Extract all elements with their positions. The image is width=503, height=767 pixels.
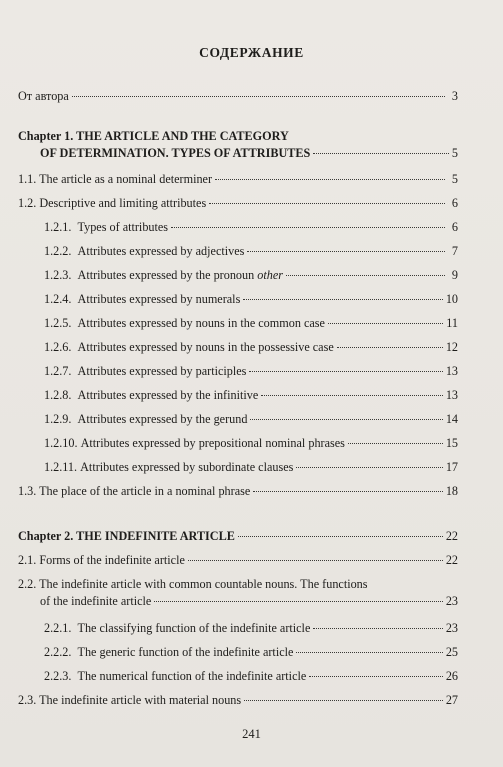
toc-subentry-number: 1.2.1.	[44, 220, 72, 234]
page-title: СОДЕРЖАНИЕ	[199, 45, 304, 60]
toc-page-number: 26	[445, 669, 458, 683]
toc-subentry	[44, 411, 458, 428]
page-number: 241	[242, 727, 261, 741]
toc-subentry	[44, 219, 458, 236]
toc-page-number: 6	[451, 220, 458, 234]
leader-dots	[296, 467, 442, 468]
leader-dots	[238, 536, 443, 537]
toc-entry-1-3	[18, 483, 458, 500]
toc-page-number: 22	[445, 553, 458, 567]
toc-page-number: 17	[445, 460, 458, 474]
toc-page-number: 3	[451, 89, 458, 103]
toc-page-number: 18	[445, 484, 458, 498]
toc-entry-text: 1.3. The place of the article in a nominal phrase	[18, 484, 251, 498]
toc-entry-text: От автора	[18, 89, 69, 103]
toc-subentry	[44, 668, 458, 685]
leader-dots	[296, 652, 442, 653]
toc-page-number: 13	[445, 364, 458, 378]
leader-dots	[247, 251, 445, 252]
leader-dots	[249, 371, 442, 372]
toc-subentry-text: The generic function of the indefinite article	[77, 645, 294, 659]
toc-subentry-number: 1.2.8.	[44, 388, 72, 402]
leader-dots	[188, 560, 443, 561]
leader-dots	[244, 700, 443, 701]
toc-subentry-text: Attributes expressed by numerals	[77, 292, 241, 306]
toc-entry-preface	[18, 88, 458, 105]
toc-subentry-number: 2.2.1.	[44, 621, 72, 635]
leader-dots	[171, 227, 445, 228]
toc-page-number: 9	[451, 268, 458, 282]
leader-dots	[337, 347, 443, 348]
toc-subentry-number: 1.2.7.	[44, 364, 72, 378]
toc-subentry-number: 2.2.2.	[44, 645, 72, 659]
toc-page-number: 25	[445, 645, 458, 659]
leader-dots	[328, 323, 443, 324]
leader-dots	[313, 153, 449, 154]
toc-subentry-number: 1.2.3.	[44, 268, 72, 282]
toc-page-number: 5	[451, 146, 458, 160]
leader-dots	[154, 601, 442, 602]
toc-page-number: 5	[451, 172, 458, 186]
toc-entry-2-1	[18, 552, 458, 569]
toc-subentry	[44, 339, 458, 356]
toc-entry-text-line1: 2.2. The indefinite article with common countable nouns. The functions	[18, 577, 368, 591]
leader-dots	[261, 395, 443, 396]
toc-subentry-number: 1.2.11.	[44, 460, 78, 474]
leader-dots	[286, 275, 445, 276]
toc-subentry	[44, 243, 458, 260]
leader-dots	[309, 676, 443, 677]
leader-dots	[215, 179, 445, 180]
toc-page-number: 11	[446, 316, 458, 330]
chapter-2-title: Chapter 2. THE INDEFINITE ARTICLE	[18, 529, 235, 543]
toc-entry-1-1	[18, 171, 458, 188]
toc-page-number: 14	[445, 412, 458, 426]
toc-chapter-2	[18, 528, 458, 545]
toc-chapter-1	[18, 128, 458, 162]
toc-entry-text: 2.3. The indefinite article with material nouns	[18, 693, 242, 707]
toc-subentry-number: 1.2.10.	[44, 436, 78, 450]
toc-subentry-number: 1.2.4.	[44, 292, 72, 306]
toc-subentry-number: 1.2.2.	[44, 244, 72, 258]
toc-subentry	[44, 644, 458, 661]
toc-entry-text: 1.2. Descriptive and limiting attributes	[18, 196, 207, 210]
toc-subentry-text: Attributes expressed by prepositional nominal phrases	[80, 436, 345, 450]
toc-subentry-number: 1.2.5.	[44, 316, 72, 330]
toc-subentry-text: Attributes expressed by participles	[77, 364, 247, 378]
toc-subentry-number: 1.2.6.	[44, 340, 72, 354]
toc-entry-text: 1.1. The article as a nominal determiner	[18, 172, 213, 186]
leader-dots	[209, 203, 445, 204]
toc-page-number: 23	[445, 621, 458, 635]
toc-subentry-text: Attributes expressed by the infinitive	[77, 388, 259, 402]
toc-page-number: 27	[445, 693, 458, 707]
toc-subentry	[44, 387, 458, 404]
leader-dots	[253, 491, 443, 492]
toc-page-number: 15	[445, 436, 458, 450]
toc-subentry-number: 2.2.3.	[44, 669, 72, 683]
toc-entry-2-2	[18, 576, 458, 610]
leader-dots	[250, 419, 442, 420]
toc-subentry-text: The classifying function of the indefinite article	[77, 621, 311, 635]
toc-subentry-italic: other	[257, 268, 283, 282]
toc-entry-2-3	[18, 692, 458, 709]
toc-page-number: 6	[451, 196, 458, 210]
toc-subentry	[44, 315, 458, 332]
toc-subentry-text: Attributes expressed by subordinate clauses	[80, 460, 294, 474]
leader-dots	[313, 628, 442, 629]
toc-entry-text-line2: of the indefinite article	[40, 594, 152, 608]
toc-entry-1-2	[18, 195, 458, 212]
toc-page-number: 13	[445, 388, 458, 402]
toc-subentry-text: Attributes expressed by adjectives	[77, 244, 245, 258]
toc-subentry-text: Attributes expressed by the pronoun	[77, 268, 255, 282]
chapter-1-title-line1: Chapter 1. THE ARTICLE AND THE CATEGORY	[18, 129, 289, 143]
toc-subentry	[44, 620, 458, 637]
toc-subentry-text: Attributes expressed by nouns in the common case	[77, 316, 325, 330]
leader-dots	[348, 443, 443, 444]
toc-subentry-text: Attributes expressed by the gerund	[77, 412, 248, 426]
leader-dots	[72, 96, 445, 97]
toc-entry-text: 2.1. Forms of the indefinite article	[18, 553, 185, 567]
toc-subentry-text: Attributes expressed by nouns in the possessive case	[77, 340, 334, 354]
leader-dots	[243, 299, 442, 300]
chapter-1-title-line2: OF DETERMINATION. TYPES OF ATTRIBUTES	[40, 146, 311, 160]
toc-page-number: 10	[445, 292, 458, 306]
toc-subentry	[44, 459, 458, 476]
toc-subentry-text: Types of attributes	[77, 220, 169, 234]
toc-subentry-text: The numerical function of the indefinite article	[77, 669, 307, 683]
toc-subentry	[44, 363, 458, 380]
toc-page-number: 23	[445, 594, 458, 608]
toc-subentry-number: 1.2.9.	[44, 412, 72, 426]
toc-page-number: 22	[445, 529, 458, 543]
toc-page-number: 7	[451, 244, 458, 258]
toc-subentry	[44, 267, 458, 284]
toc-subentry	[44, 435, 458, 452]
toc-page-number: 12	[445, 340, 458, 354]
toc-subentry	[44, 291, 458, 308]
